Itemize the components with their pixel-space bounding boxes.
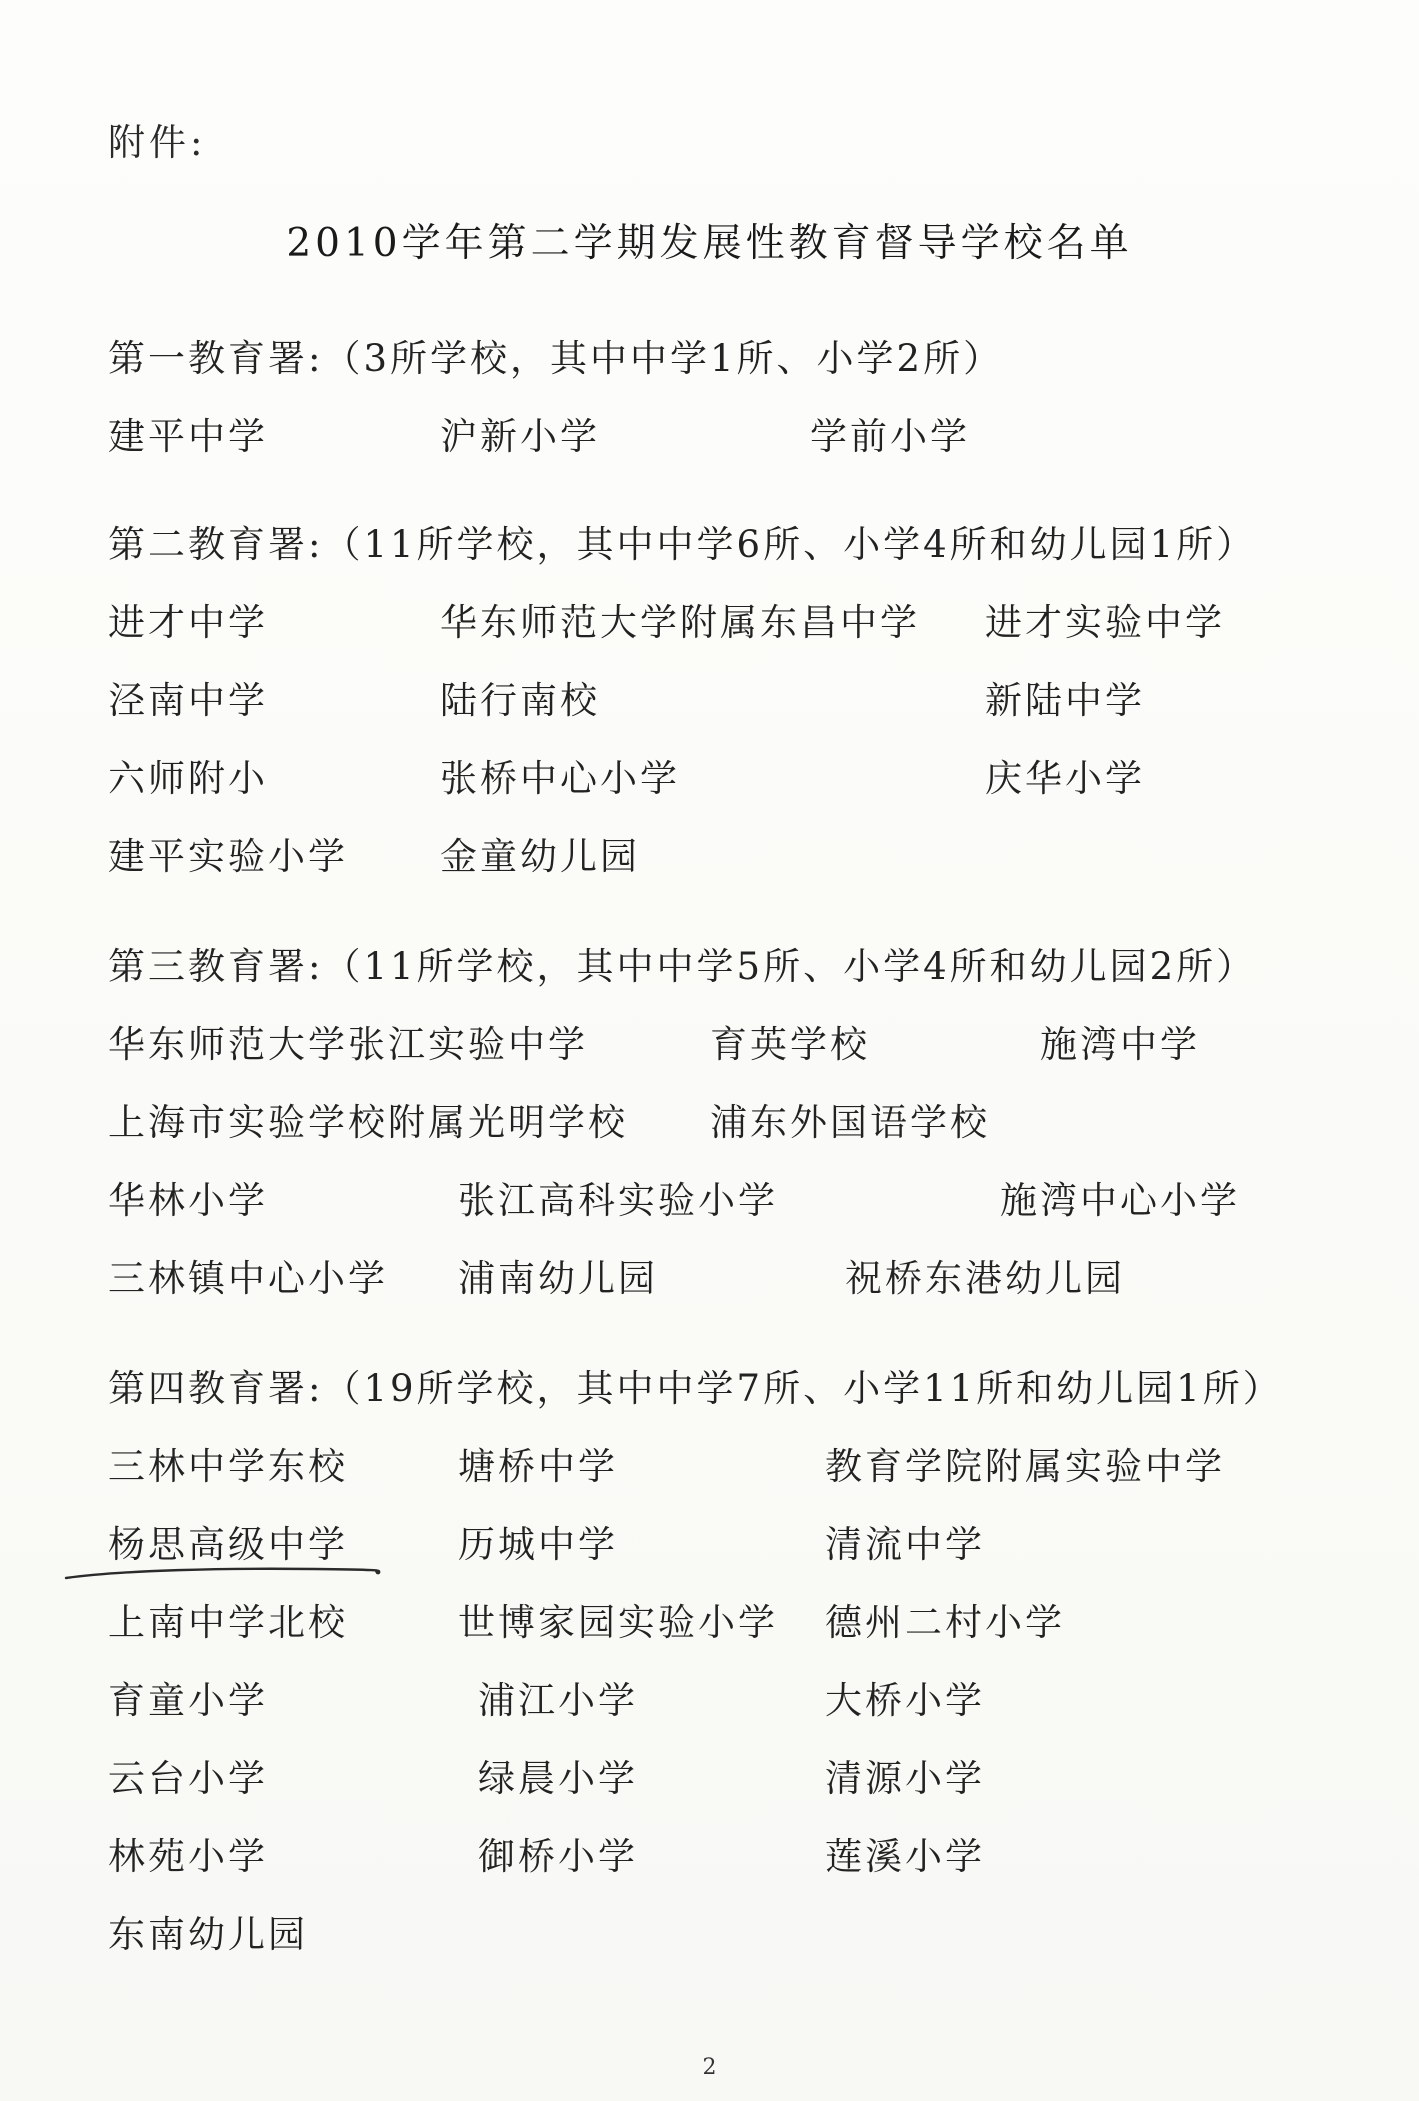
school-name: 华东师范大学张江实验中学 — [108, 1023, 588, 1066]
section-heading-2: 第二教育署:（11所学校，其中中学6所、小学4所和幼儿园1所） — [108, 523, 1257, 566]
school-name: 六师附小 — [108, 757, 268, 800]
school-name: 林苑小学 — [108, 1835, 268, 1878]
school-name: 大桥小学 — [825, 1679, 985, 1722]
school-name: 清源小学 — [825, 1757, 985, 1800]
school-name: 沪新小学 — [440, 415, 600, 458]
school-name: 三林镇中心小学 — [108, 1257, 388, 1300]
section-heading-4: 第四教育署:（19所学校，其中中学7所、小学11所和幼儿园1所） — [108, 1367, 1283, 1410]
document-title: 2010学年第二学期发展性教育督导学校名单 — [286, 221, 1133, 266]
school-name: 新陆中学 — [985, 679, 1145, 722]
school-name: 建平实验小学 — [108, 835, 348, 878]
school-name: 三林中学东校 — [108, 1445, 348, 1488]
school-name: 东南幼儿园 — [108, 1913, 308, 1956]
section-heading-3: 第三教育署:（11所学校，其中中学5所、小学4所和幼儿园2所） — [108, 945, 1257, 988]
school-name: 陆行南校 — [440, 679, 600, 722]
school-name: 塘桥中学 — [458, 1445, 618, 1488]
school-name: 育童小学 — [108, 1679, 268, 1722]
school-name: 施湾中学 — [1040, 1023, 1200, 1066]
attachment-label: 附件: — [108, 121, 207, 164]
school-name: 上南中学北校 — [108, 1601, 348, 1644]
school-name: 建平中学 — [108, 415, 268, 458]
school-name: 学前小学 — [810, 415, 970, 458]
school-name: 张桥中心小学 — [440, 757, 680, 800]
school-name: 张江高科实验小学 — [458, 1179, 778, 1222]
school-name: 世博家园实验小学 — [458, 1601, 778, 1644]
school-name: 浦东外国语学校 — [710, 1101, 990, 1144]
school-name: 莲溪小学 — [825, 1835, 985, 1878]
school-name: 御桥小学 — [478, 1835, 638, 1878]
school-name: 进才实验中学 — [985, 601, 1225, 644]
school-name: 绿晨小学 — [478, 1757, 638, 1800]
school-name: 施湾中心小学 — [1000, 1179, 1240, 1222]
school-name: 金童幼儿园 — [440, 835, 640, 878]
school-name: 育英学校 — [710, 1023, 870, 1066]
school-name: 华东师范大学附属东昌中学 — [440, 601, 920, 644]
school-name: 杨思高级中学 — [108, 1523, 348, 1566]
section-heading-1: 第一教育署:（3所学校，其中中学1所、小学2所） — [108, 337, 1004, 380]
school-name: 浦南幼儿园 — [458, 1257, 658, 1300]
school-name: 教育学院附属实验中学 — [825, 1445, 1225, 1488]
school-name: 庆华小学 — [985, 757, 1145, 800]
page-number: 2 — [702, 2055, 717, 2080]
school-name: 泾南中学 — [108, 679, 268, 722]
school-name: 清流中学 — [825, 1523, 985, 1566]
school-name: 历城中学 — [458, 1523, 618, 1566]
handwritten-underline — [64, 1560, 384, 1586]
school-name: 上海市实验学校附属光明学校 — [108, 1101, 628, 1144]
school-name: 进才中学 — [108, 601, 268, 644]
school-name: 德州二村小学 — [825, 1601, 1065, 1644]
school-name: 华林小学 — [108, 1179, 268, 1222]
school-name: 浦江小学 — [478, 1679, 638, 1722]
school-name: 祝桥东港幼儿园 — [845, 1257, 1125, 1300]
school-name: 云台小学 — [108, 1757, 268, 1800]
